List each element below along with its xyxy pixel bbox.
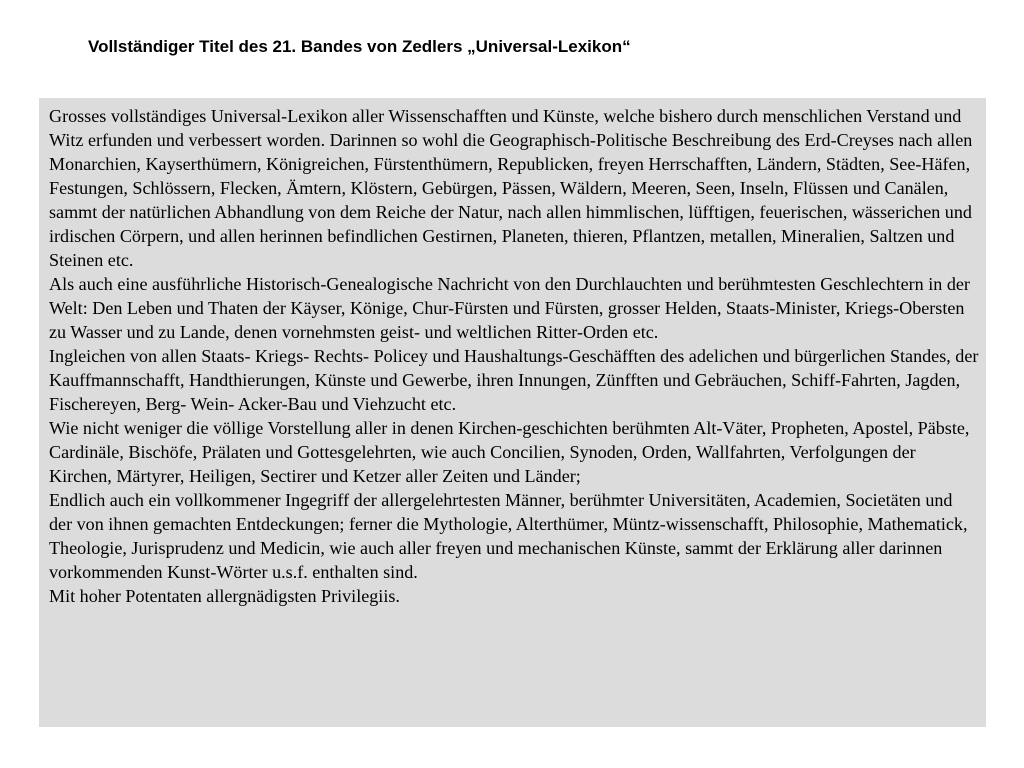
paragraph-state-affairs: Ingleichen von allen Staats- Kriegs- Rechts- Policey und Haushaltungs-Geschäfften des adelichen und bürgerlichen Standes, der Kauffmannschafft, Handthierungen, Künste und Gewerbe, ihren Innungen, Zünfften und Gebräuchen, Schiff-Fahrten, Jagden, Fischereyen, Berg- Wein- Acker-Bau und Viehzucht etc.: [49, 346, 979, 414]
slide-title: Vollständiger Titel des 21. Bandes von Zedlers „Universal-Lexikon“: [88, 37, 631, 56]
paragraph-main-title: Grosses vollständiges Universal-Lexikon aller Wissenschafften und Künste, welche bishero durch menschlichen Verstand und Witz erfunden und verbessert worden. Darinnen so wohl die Geographisch-Politische Beschreibung des Erd-Creyses nach allen Monarchien, Kayserthümern, Königreichen, Fürstenthümern, Republicken, freyen Herrschafften, Ländern, Städten, See-Häfen, Festungen, Schlössern, Flecken, Ämtern, Klöstern, Gebürgen, Pässen, Wäldern, Meeren, Seen, Inseln, Flüssen und Canälen, sammt der natürlichen Abhandlung von dem Reiche der Natur, nach allen himmlischen, lüfftigen, feuerischen, wässerichen und irdischen Cörpern, und allen herinnen befindlichen Gestirnen, Planeten, thieren, Pflantzen, metallen, Mineralien, Saltzen und Steinen etc.: [49, 106, 973, 270]
paragraph-church-history: Wie nicht weniger die völlige Vorstellung aller in denen Kirchen-geschichten berühmten Alt-Väter, Propheten, Apostel, Päbste, Cardinäle, Bischöfe, Prälaten und Gottesgelehrten, wie auch Concilien, Synoden, Orden, Wallfahrten, Verfolgungen der Kirchen, Märtyrer, Heiligen, Sectirer und Ketzer aller Zeiten und Länder;: [49, 418, 970, 486]
paragraph-privileges: Mit hoher Potentaten allergnädigsten Privilegiis.: [49, 586, 400, 606]
title-text-box: [39, 98, 986, 727]
paragraph-scholars: Endlich auch ein vollkommener Ingegriff der allergelehrtesten Männer, berühmter Universitäten, Academien, Societäten und der von ihnen gemachten Entdeckungen; ferner die Mythologie, Alterthümer, Müntz-wissenschafft, Philosophie, Mathematick, Theologie, Jurisprudenz und Medicin, wie auch aller freyen und mechanischen Künste, sammt der Erklärung aller darinnen vorkommenden Kunst-Wörter u.s.f. enthalten sind.: [49, 490, 968, 582]
paragraph-genealogy: Als auch eine ausführliche Historisch-Genealogische Nachricht von den Durchlauchten und berühmtesten Geschlechtern in der Welt: Den Leben und Thaten der Käyser, Könige, Chur-Fürsten und Fürsten, grosser Helden, Staats-Minister, Kriegs-Obersten zu Wasser und zu Lande, denen vornehmsten geist- und weltlichen Ritter-Orden etc.: [49, 274, 970, 342]
